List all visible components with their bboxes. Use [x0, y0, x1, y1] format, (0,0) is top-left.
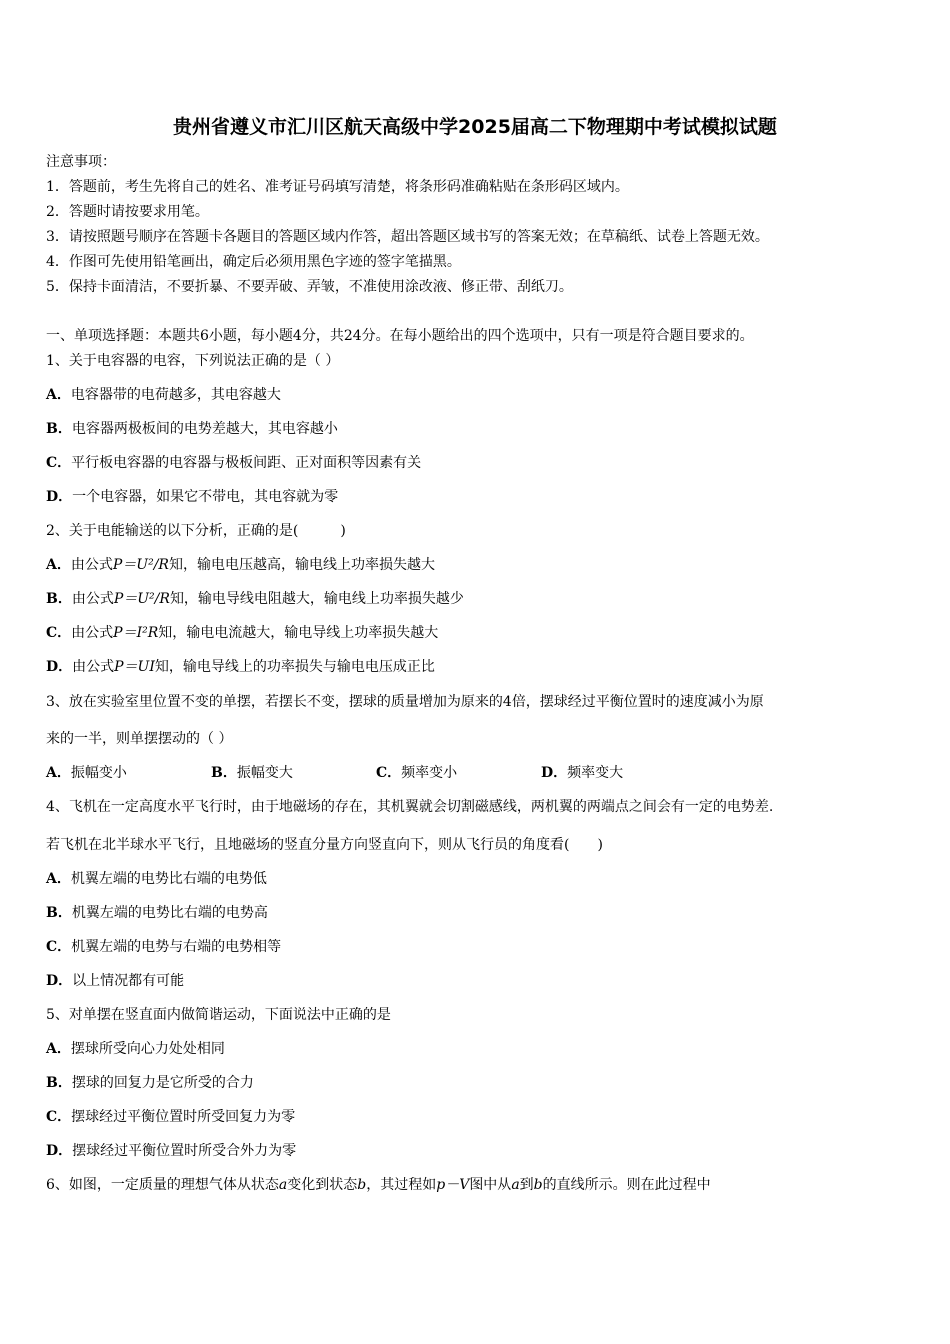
q5-option-b	[46, 1074, 254, 1092]
option-label: B．	[211, 765, 237, 781]
option-pre: 由公式	[71, 591, 114, 607]
option-label: C．	[46, 625, 72, 641]
q6-var: p－V	[436, 1177, 470, 1193]
page-title: 贵州省遵义市汇川区航天高级中学2025届高二下物理期中考试模拟试题	[173, 116, 777, 138]
q6-var: b	[357, 1177, 367, 1193]
q6-stem-part: ，其过程如	[366, 1177, 437, 1193]
q6-var: b	[533, 1177, 543, 1193]
option-label: D．	[541, 765, 568, 781]
option-text: 频率变小	[401, 765, 458, 781]
option-text: 机翼左端的电势比右端的电势高	[71, 905, 268, 921]
q1-stem: 1、关于电容器的电容，下列说法正确的是（ ）	[46, 353, 340, 369]
q6-stem-part: 6、如图，一定质量的理想气体从状态	[46, 1177, 279, 1193]
option-label: A．	[46, 871, 71, 887]
q2-option-b	[46, 590, 464, 608]
option-label: B．	[46, 1075, 72, 1091]
q4-option-d	[46, 972, 184, 990]
q5-option-a	[46, 1040, 225, 1058]
option-label: D．	[46, 489, 73, 505]
q1-option-c	[46, 454, 421, 472]
option-text: 知，输电电流越大，输电导线上功率损失越大	[158, 625, 439, 641]
notice-item-3: 3．请按照题号顺序在答题卡各题目的答题区域内作答，超出答题区域书写的答案无效；在草稿纸、试卷上答题无效。	[46, 229, 769, 245]
option-text: 知，输电电压越高，输电线上功率损失越大	[168, 557, 435, 573]
option-text: 以上情况都有可能	[72, 973, 185, 989]
section-heading: 一、单项选择题：本题共6小题，每小题4分，共24分。在每小题给出的四个选项中，只有一项是符合题目要求的。	[46, 328, 754, 344]
option-label: A．	[46, 387, 71, 403]
option-text: 频率变大	[567, 765, 624, 781]
q3-option-c	[376, 764, 541, 782]
q3-stem-line1: 3、放在实验室里位置不变的单摆，若摆长不变，摆球的质量增加为原来的4倍，摆球经过平衡位置时的速度减小为原	[46, 694, 764, 710]
q4-stem-line1: 4、飞机在一定高度水平飞行时，由于地磁场的存在，其机翼就会切割磁感线，两机翼的两端点之间会有一定的电势差.	[46, 799, 774, 815]
q3-option-d	[541, 764, 623, 782]
option-pre: 由公式	[70, 557, 113, 573]
q4-option-b	[46, 904, 268, 922]
q6-stem-part: 图中从	[469, 1177, 512, 1193]
q1-option-b	[46, 420, 338, 438]
option-formula: P＝U²/R	[113, 591, 170, 607]
option-label: C．	[46, 939, 72, 955]
notice-item-1: 1．答题前，考生先将自己的姓名、准考证号码填写清楚，将条形码准确粘贴在条形码区域内。	[46, 179, 629, 195]
q3-options-row	[46, 764, 623, 782]
option-text: 机翼左端的电势与右端的电势相等	[71, 939, 282, 955]
option-label: A．	[46, 765, 71, 781]
q4-stem-line2: 若飞机在北半球水平飞行，且地磁场的竖直分量方向竖直向下，则从飞行员的角度看( )	[46, 837, 603, 853]
q1-option-a	[46, 386, 281, 404]
option-formula: P＝I²R	[113, 625, 159, 641]
option-text: 知，输电导线电阻越大，输电线上功率损失越少	[169, 591, 464, 607]
option-label: B．	[46, 591, 72, 607]
option-label: D．	[46, 659, 73, 675]
option-label: C．	[46, 455, 72, 471]
option-text: 摆球经过平衡位置时所受回复力为零	[71, 1109, 296, 1125]
option-text: 摆球的回复力是它所受的合力	[71, 1075, 254, 1091]
q5-option-d	[46, 1142, 296, 1160]
option-formula: P＝UI	[114, 659, 155, 675]
notice-item-4: 4．作图可先使用铅笔画出，确定后必须用黑色字迹的签字笔描黑。	[46, 254, 461, 270]
option-label: D．	[46, 1143, 73, 1159]
q5-stem: 5、对单摆在竖直面内做简谐运动，下面说法中正确的是	[46, 1007, 391, 1023]
option-label: C．	[46, 1109, 72, 1125]
q6-stem	[46, 1176, 711, 1194]
option-pre: 由公式	[71, 625, 114, 641]
notice-item-5: 5．保持卡面清洁，不要折暴、不要弄破、弄皱，不准使用涂改液、修正带、刮纸刀。	[46, 279, 573, 295]
option-text: 振幅变大	[236, 765, 293, 781]
notice-heading: 注意事项：	[46, 154, 116, 170]
option-text: 摆球所受向心力处处相同	[70, 1041, 225, 1057]
option-label: D．	[46, 973, 73, 989]
q3-option-b	[211, 764, 376, 782]
q3-stem-line2: 来的一半，则单摆摆动的（ ）	[46, 731, 233, 747]
q6-stem-part: 到	[519, 1177, 534, 1193]
option-text: 一个电容器，如果它不带电，其电容就为零	[72, 489, 339, 505]
option-text: 机翼左端的电势比右端的电势低	[70, 871, 267, 887]
q1-option-d	[46, 488, 338, 506]
q2-option-d	[46, 658, 435, 676]
option-label: C．	[376, 765, 402, 781]
q2-option-c	[46, 624, 438, 642]
q6-stem-part: 的直线所示。则在此过程中	[542, 1177, 711, 1193]
option-formula: P＝U²/R	[112, 557, 169, 573]
option-text: 知，输电导线上的功率损失与输电电压成正比	[154, 659, 435, 675]
q2-option-a	[46, 556, 435, 574]
option-text: 振幅变小	[70, 765, 127, 781]
q5-option-c	[46, 1108, 295, 1126]
q4-option-a	[46, 870, 267, 888]
q6-var: a	[511, 1177, 520, 1193]
option-text: 电容器两极板间的电势差越大，其电容越小	[71, 421, 338, 437]
option-text: 摆球经过平衡位置时所受合外力为零	[72, 1143, 297, 1159]
q3-option-a	[46, 764, 211, 782]
option-label: B．	[46, 905, 72, 921]
option-text: 平行板电容器的电容器与极板间距、正对面积等因素有关	[71, 455, 422, 471]
option-label: B．	[46, 421, 72, 437]
option-text: 电容器带的电荷越多，其电容越大	[70, 387, 281, 403]
option-label: A．	[46, 557, 71, 573]
notice-item-2: 2．答题时请按要求用笔。	[46, 204, 209, 220]
option-label: A．	[46, 1041, 71, 1057]
q6-stem-part: 变化到状态	[287, 1177, 358, 1193]
q2-stem: 2、关于电能输送的以下分析，正确的是( )	[46, 523, 346, 539]
q4-option-c	[46, 938, 281, 956]
option-pre: 由公式	[72, 659, 115, 675]
q6-var: a	[278, 1177, 288, 1193]
